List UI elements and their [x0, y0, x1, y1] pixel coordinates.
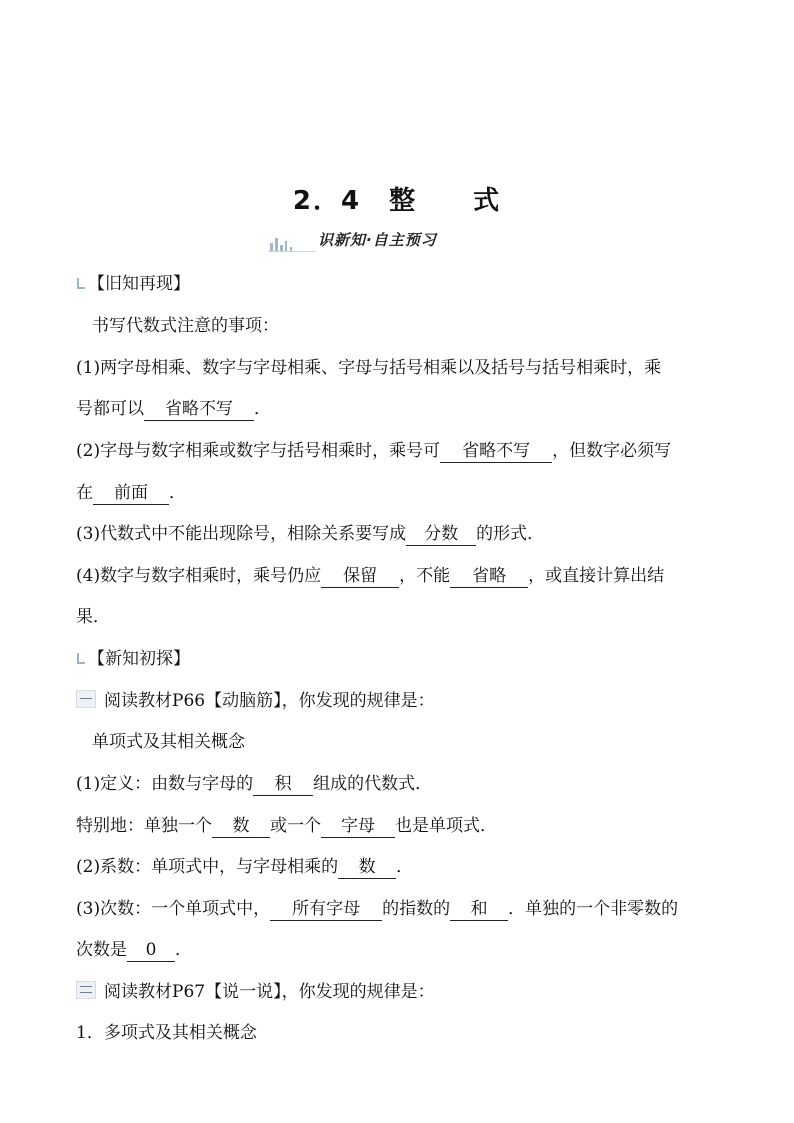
answer-blank: 积 [253, 774, 313, 796]
new-knowledge-header: 【新知初探】 [76, 647, 190, 671]
answer-blank: 省略不写 [144, 399, 254, 421]
answer-blank: 前面 [93, 483, 169, 505]
item-1-line-b: 号都可以 省略不写 ． [76, 399, 271, 419]
page-title: 2．4 整 式 [292, 186, 502, 216]
polynomial-title: 1．多项式及其相关概念 [76, 1023, 257, 1043]
answer-blank: 0 [127, 940, 175, 962]
item-4-line-b: 果． [76, 607, 110, 627]
item-4-line-a: (4)数字与数字相乘时，乘号仍应 保留 ，不能 省略 ，或直接计算出结 [76, 566, 665, 586]
item-2-line-a: (2)字母与数字相乘或数字与括号相乘时，乘号可 省略不写 ，但数字必须写 [76, 441, 672, 461]
section-banner [268, 228, 508, 254]
answer-blank: 和 [450, 899, 508, 921]
answer-blank: 分数 [406, 524, 476, 546]
item-1-line-a: (1)两字母相乘、数字与字母相乘、字母与括号相乘以及括号与括号相乘时，乘 [76, 358, 662, 378]
monomial-coefficient: (2)系数：单项式中，与字母相乘的 数 ． [76, 857, 414, 877]
old-intro: 书写代数式注意的事项： [92, 316, 279, 336]
answer-blank: 数 [212, 816, 270, 838]
reading-prompt-1: 阅读教材P66【动脑筋】，你发现的规律是： [76, 689, 435, 713]
monomial-degree-line-a: (3)次数：一个单项式中， 所有字母 的指数的 和 ．单独的一个非零数的 [76, 899, 679, 919]
answer-blank: 数 [338, 857, 396, 879]
monomial-degree-line-b: 次数是 0 ． [76, 940, 192, 960]
banner-decoration-icon [268, 233, 318, 251]
item-3: (3)代数式中不能出现除号，相除关系要写成 分数 的形式． [76, 524, 545, 544]
answer-blank: 保留 [321, 566, 399, 588]
monomial-special-case: 特别地：单独一个 数 或一个 字母 也是单项式． [76, 816, 497, 836]
bookmark-icon [76, 653, 86, 665]
monomial-title: 单项式及其相关概念 [92, 732, 245, 752]
bookmark-icon [76, 278, 86, 290]
number-one-icon [76, 690, 96, 708]
answer-blank: 省略不写 [440, 441, 552, 463]
answer-blank: 省略 [450, 566, 528, 588]
section-banner-text: 识新知·自主预习 [318, 231, 437, 249]
old-knowledge-header: 【旧知再现】 [76, 272, 190, 296]
answer-blank: 字母 [321, 816, 395, 838]
item-2-line-b: 在 前面 ． [76, 483, 186, 503]
reading-prompt-2: 阅读教材P67【说一说】，你发现的规律是： [76, 980, 435, 1004]
answer-blank: 所有字母 [270, 899, 382, 921]
number-two-icon [76, 981, 96, 999]
monomial-definition: (1)定义：由数与字母的 积 组成的代数式． [76, 774, 433, 794]
